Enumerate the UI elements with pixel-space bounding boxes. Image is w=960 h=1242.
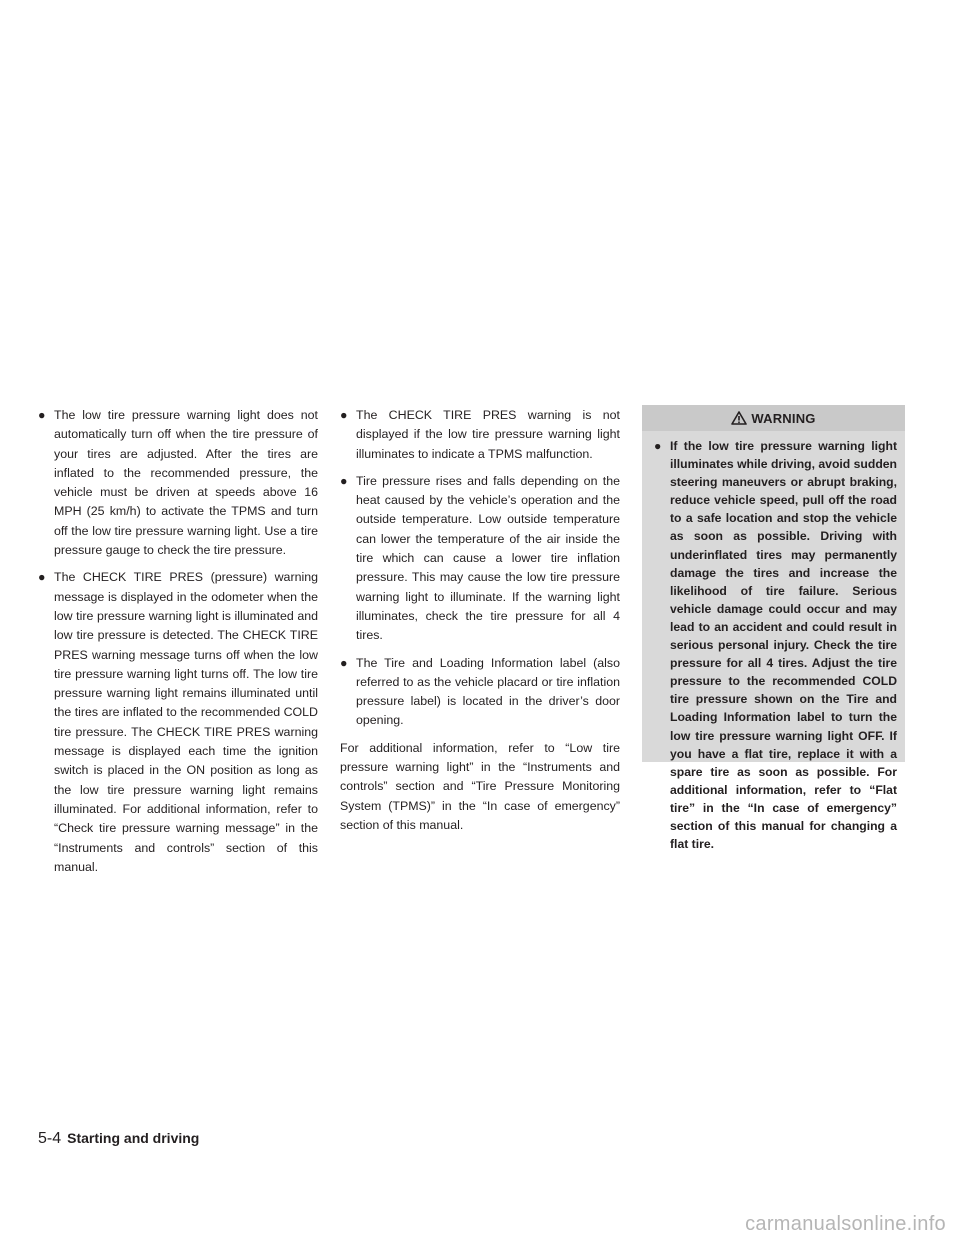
bullet-icon: ● (340, 408, 348, 422)
list-item-text: Tire pressure rises and falls depending on the heat caused by the vehicle’s operation and the outside temperature. Low outside temperature can lower the temperature of the air inside the tire which can cause a lower tire inflation pressure. This may cause the low tire pressure warning light to illuminate. If the warning light illuminates, check the tire pressure for all 4 tires. (356, 473, 620, 643)
list-item-text: The low tire pressure warning light does not automatically turn off when the tire pressure of your tires are adjusted. After the tires are inflated to the recommended pressure, the vehicle must be driven at speeds above 16 MPH (25 km/h) to activate the TPMS and turn off the low tire pressure warning light. Use a tire pressure gauge to check the tire pressure. (54, 408, 318, 558)
page-number: 5-4 (38, 1130, 62, 1147)
bullet-icon: ● (38, 570, 46, 585)
bullet-icon: ● (340, 655, 348, 670)
list-item-text: The Tire and Loading Information label (also referred to as the vehicle placard or tire inflation pressure label) is located in the driver’s door opening. (356, 655, 620, 728)
watermark: carmanualsonline.info (745, 1213, 946, 1235)
warning-box (642, 405, 905, 852)
middle-column (340, 406, 620, 835)
list-item-text: The CHECK TIRE PRES (pressure) warning message is displayed in the odometer when the low tire pressure warning light is illuminated and low tire pressure is detected. The CHECK TIRE PRES warning message turns off when the low tire pressure warning light turns off. The low tire pressure warning light remains illuminated until the tires are inflated to the recommended COLD tire pressure. The CHECK TIRE PRES warning message is displayed each time the ignition switch is placed in the ON position as long as the low tire pressure warning light remains illuminated. For additional information, refer to “Check tire pressure warning message” in the “Instruments and controls” section of this manual. (54, 570, 318, 874)
page-footer (38, 1130, 199, 1148)
warning-body (642, 437, 905, 853)
warning-text: If the low tire pressure warning light illuminates while driving, avoid sudden steering maneuvers or abrupt braking, reduce vehicle speed, pull off the road to a safe location and stop the vehicle as soon as possible. Driving with underinflated tires may permanently damage the tires and increase the likelihood of tire failure. Serious vehicle damage could occur and may lead to an accident and could result in serious personal injury. Check the tire pressure for all 4 tires. Adjust the tire pressure to the recommended COLD tire pressure shown on the Tire and Loading Information label to turn the low tire pressure warning light OFF. If you have a flat tire, replace it with a spare tire as soon as possible. For additional information, refer to “Flat tire” in the “In case of emergency” section of this manual for changing a flat tire. (670, 439, 897, 852)
section-title: Starting and driving (67, 1130, 200, 1146)
list-item (340, 406, 620, 464)
list-item (340, 654, 620, 731)
bullet-icon: ● (654, 439, 662, 453)
list-item-text: The CHECK TIRE PRES warning is not displayed if the low tire pressure warning light illuminates to indicate a TPMS malfunction. (356, 408, 620, 461)
bullet-icon: ● (340, 473, 348, 488)
left-column (38, 406, 318, 885)
bullet-icon: ● (38, 408, 46, 422)
additional-info-paragraph: For additional information, refer to “Low tire pressure warning light” in the “Instruments and controls” section and “Tire Pressure Monitoring System (TPMS)” in the “In case of emergency” section of this manual. (340, 740, 620, 832)
list-item (340, 472, 620, 646)
warning-header (642, 405, 905, 431)
warning-triangle-icon (731, 411, 747, 425)
warning-title: WARNING (751, 410, 816, 426)
list-item (38, 568, 318, 877)
list-item (38, 406, 318, 560)
